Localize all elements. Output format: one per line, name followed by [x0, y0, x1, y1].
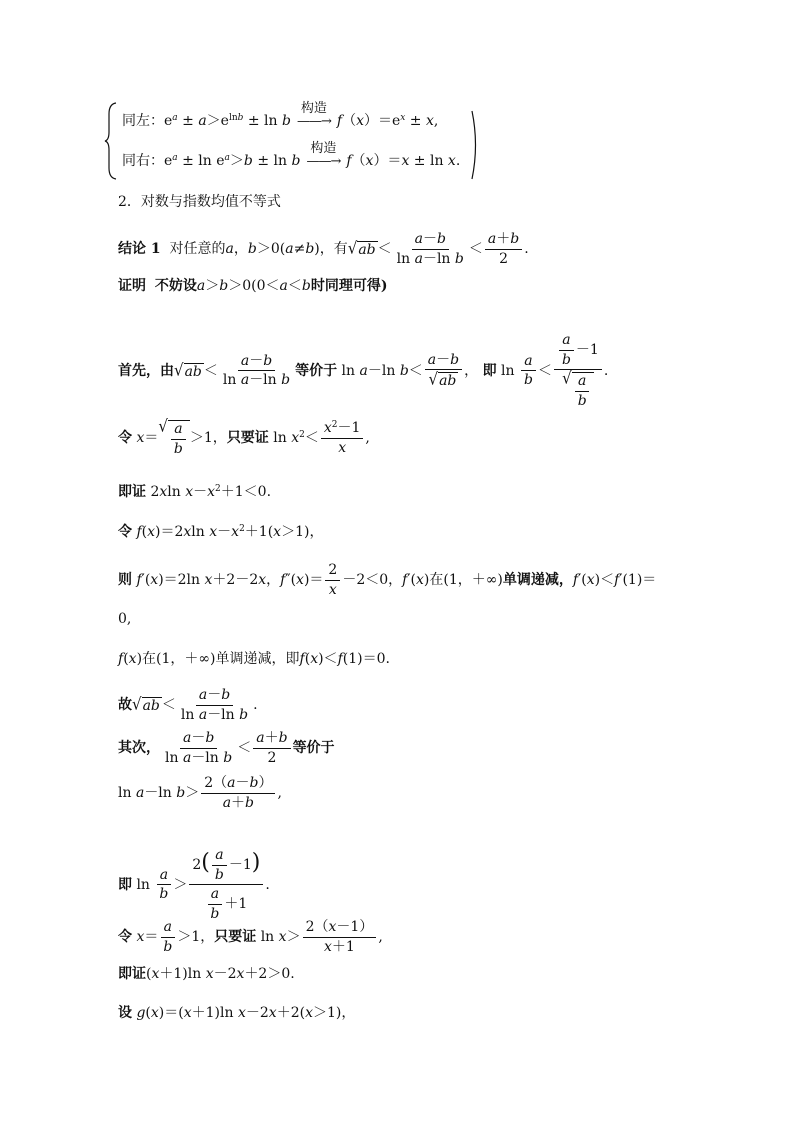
let-label: 令 [118, 524, 132, 540]
ie-prove-line-2: 即证 (x＋1)ln x－2x＋2＞0. [118, 966, 295, 982]
set-g-line: 设 g(x)＝(x＋1)ln x－2x＋2(x＞1)， [118, 1005, 356, 1021]
equiv-label: 等价于 [292, 740, 335, 757]
f-decreasing-line: f(x)在(1，＋∞)单调递减，即f(x)＜f(1)＝0. [118, 651, 390, 667]
second-line: 其次， $\frac{a-b}{\text{ln a－ln b}}$ ＜ $\frac{a+b}{2}$ 等价于 [118, 730, 335, 766]
second-label: 其次， [118, 740, 160, 757]
proof-label: 证明 [118, 278, 146, 294]
let-x-line: 令 x＝ √ $\frac{a}{b}$ ＞1， 只要证 $\ln x^2<$ $\frac{x^2-1}{x}$ , [118, 415, 370, 457]
so-line: 故 √ ab ＜ $\frac{a-b}{\text{ln a－ln b}}$ . [118, 687, 258, 723]
section-title-text: 2．对数与指数均值不等式 [118, 194, 281, 210]
only-prove-label: 只要证 [214, 929, 257, 946]
proof-tail: 时同理可得) [310, 278, 388, 294]
left-brace [104, 102, 118, 180]
conclusion-label: 结论 1 [118, 241, 161, 258]
construct-label: 构造 [310, 141, 337, 156]
section-title [118, 195, 281, 209]
ie-label: 即 [118, 876, 132, 893]
proof-line: 证明 不妨设 a＞b＞0(0＜a＜b 时同理可得) [118, 278, 388, 294]
let-f-line: 令 f(x)＝2xln $x-x^2+1(x>1)$， [118, 524, 324, 540]
then-label: 则 [118, 572, 132, 589]
conclusion-line: 结论 1 对任意的 a，b＞0(a≠b)，有 √ ab ＜ $\frac{a-b}{\text{ln a－ln b}}$ ＜ $\frac{a+b}{2}$ . [118, 231, 529, 267]
let-label: 令 [118, 430, 132, 447]
ie-prove-label: 即证 [118, 966, 146, 982]
monotone-label: 单调递减， [502, 572, 573, 589]
first-label: 首先，由 [118, 362, 174, 379]
construct-arrow: 构造 ——→ [296, 101, 331, 129]
first-line: 首先，由 √ ab ＜ $\frac{a-b}{\text{ln a－ln b}}$ 等价于 ln a－ln b＜ a－b √ ab ， 即 ln $\frac{a}{b}$ ＜ $\frac{a}{b}$ －1 √ $\frac{a}{b}$ . [118, 332, 609, 410]
equiv-label: 等价于 [295, 362, 338, 379]
ln-ineq-line: ln a－ln b＞ $\frac{2(a-b)}{a+b}$ , [118, 775, 282, 811]
then-line: 则 f′(x)＝2ln x＋2－2x，f″(x)＝ $\frac{2}{x}$ －2＜0，f′(x)在(1，＋∞) 单调递减， f′(x)＜f′(1)＝ [118, 562, 657, 598]
case-right-label: 同右： [122, 153, 164, 169]
construct-arrow: 构造 ——→ [306, 141, 341, 169]
let-x2-line: 令 x＝ $\frac{a}{b}$ ＞1， 只要证 ln x＞ $\frac{2(x-1)}{x+1}$ , [118, 919, 383, 955]
let-label: 令 [118, 929, 132, 946]
ie-prove-line-1: 即证 2xln $x-x^2+1<0$. [118, 484, 272, 500]
zero-line: 0, [118, 611, 132, 627]
case-left-label: 同左： [122, 113, 164, 129]
case-left-line: 同左： $e^a \pm a>e^{lnb} \pm \ln b$ 构造 ——→ $f(x)=e^x \pm x$, [122, 101, 439, 129]
conclusion-text: 对任意的 [169, 241, 226, 258]
case-right-line: 同右： $e^a \pm \ln e^a>b \pm \ln b$ 构造 ——→ f（x）＝x ± ln x. [122, 141, 461, 169]
ie-label: 即 [482, 362, 497, 379]
ie-prove-label: 即证 [118, 484, 146, 500]
right-paren [470, 110, 480, 180]
construct-label: 构造 [300, 101, 327, 116]
ie-ln-line: 即 ln $\frac{a}{b}$ ＞ 2( $\frac{a}{b}$ －1) $\frac{a}{b}$ ＋1 . [118, 847, 270, 923]
set-label: 设 [118, 1005, 132, 1021]
so-label: 故 [118, 697, 132, 714]
proof-text: 不妨设 [154, 278, 197, 294]
only-prove-label: 只要证 [226, 430, 269, 447]
